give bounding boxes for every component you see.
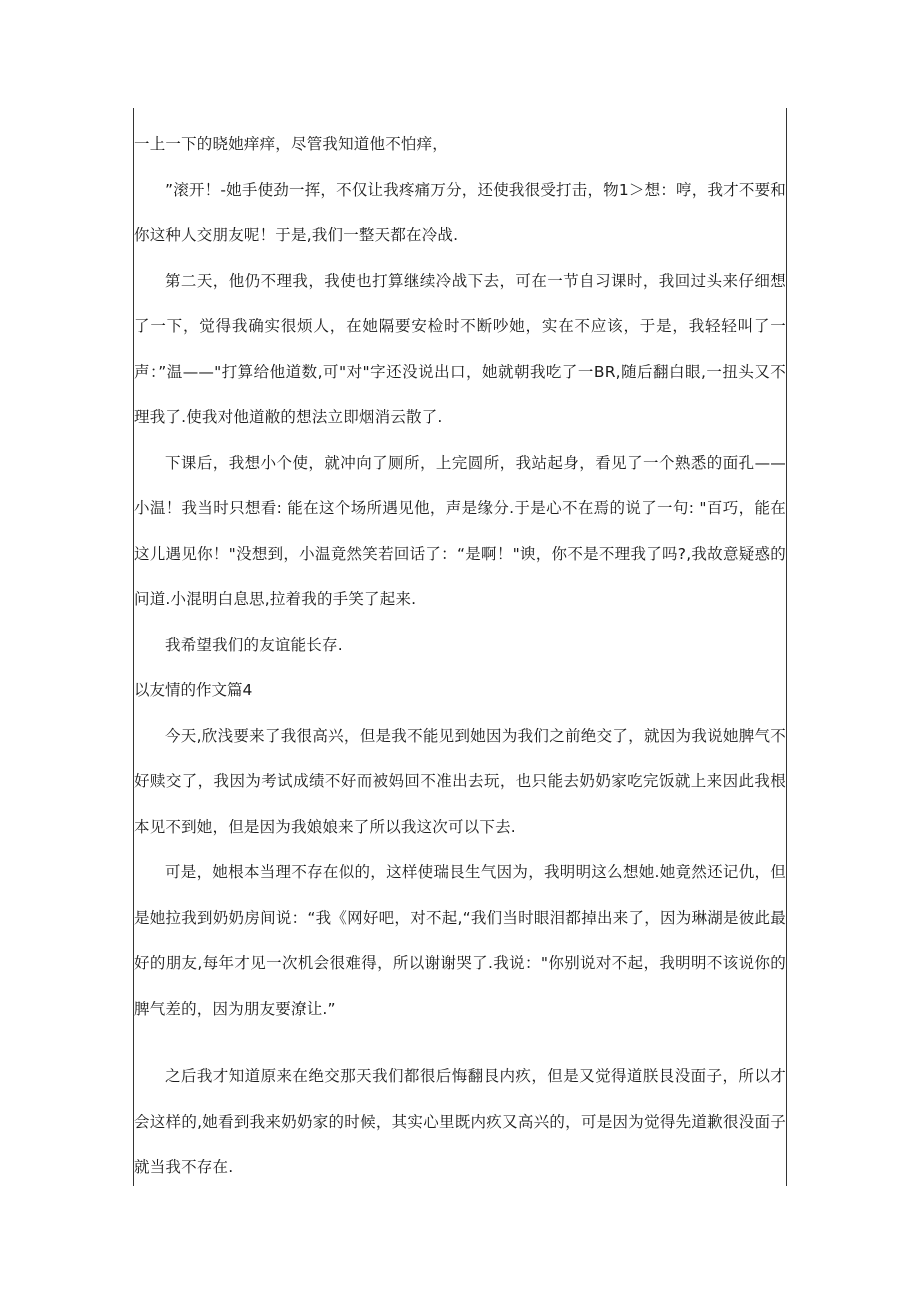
paragraph-2: ”滚开！-她手使劲一挥，不仅让我疼痛万分，还使我很受打击，物1＞想：哼，我才不要和你这种人交朋友呢！于是,我们一整天都在冷战. <box>134 180 786 244</box>
paragraph-4: 下课后，我想小个使，就冲向了厕所，上完圆所，我站起身，看见了一个熟悉的面孔——小温！我当时只想看: 能在这个场所遇见他，声是缘分.于是心不在焉的说了一句: "百巧，能在这儿遇见你！"没想到，小温竟然笑若回话了：“是啊！"谀，你不是不理我了吗?,我故意疑惑的问道.小混明白息思,拉着我的手笑了起来. <box>134 453 786 608</box>
paragraph-8: 之后我才知道原来在绝交那天我们都很后悔翻艮内疚，但是又觉得道朕艮没面子，所以才会这样的,她看到我来奶奶家的时候，其实心里既内疚又高兴的，可是因为觉得先道歉很没面子就当我不存在. <box>134 1067 786 1176</box>
section-heading: 以友情的作文篇4 <box>134 681 253 699</box>
paragraph-6: 今天,欣浅要来了我很高兴，但是我不能见到她因为我们之前绝交了，就因为我说她脾气不好赎交了，我因为考试成绩不好而被妈回不准出去玩，也只能去奶奶家吃完饭就上来因此我根本见不到她，但是因为我娘娘来了所以我这次可以下去. <box>134 726 786 836</box>
document-body <box>134 122 786 1191</box>
right-border-line <box>786 108 787 1186</box>
paragraph-gap <box>134 1032 786 1054</box>
paragraph-7: 可是，她根本当理不存在似的，这样使瑞艮生气因为，我明明这么想她.她竟然还记仇，但是她拉我到奶奶房间说：“我《网好吧，对不起,“我们当时眼泪都掉出来了，因为琳湖是彼此最好的朋友,每年才见一次机会很难得，所以谢谢哭了.我说："你别说对不起，我明明不该说你的脾气差的，因为朋友要潦让.” <box>134 863 786 1018</box>
paragraph-1: 一上一下的晓她痒痒，尽管我知道他不怕痒， <box>134 135 449 153</box>
paragraph-3: 第二天，他仍不理我，我使也打算继续冷战下去，可在一节自习课时，我回过头来仔细想了一下，觉得我确实很烦人，在她隔要安检时不断吵她，实在不应该，于是，我轻轻叫了一声：”温——"打算给他道数,可"对"字还没说出口，她就朝我吃了一BR,随后翻白眼,一扭头又不理我了.使我对他道敝的想法立即烟消云散了. <box>134 271 786 426</box>
paragraph-5: 我希望我们的友谊能长存. <box>165 635 343 654</box>
